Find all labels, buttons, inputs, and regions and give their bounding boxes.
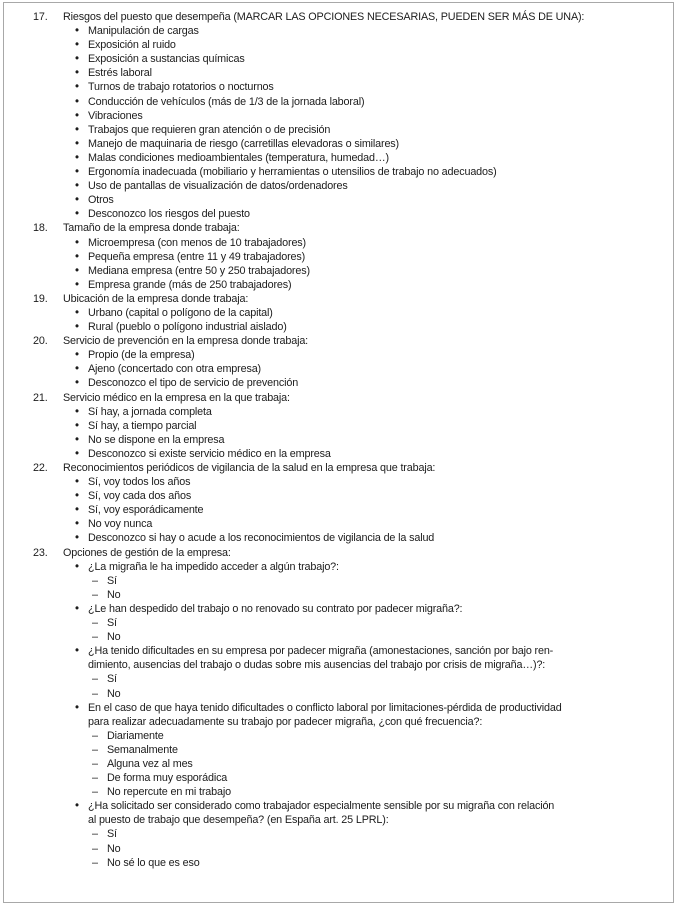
option-label-line: ¿Le han despedido del trabajo o no renovado su contrato por padecer migraña?: [88,602,463,615]
option-label-line: Exposición al ruido [88,39,176,52]
option-row [63,320,660,334]
dash-icon: – [92,687,98,700]
item-number: 22. [33,462,48,474]
bullet-icon: • [75,208,79,221]
option-text [88,264,660,278]
item-body [63,334,660,390]
questionnaire-document [33,10,660,870]
sub-option-label: No [107,842,121,855]
bullet-icon: • [75,490,79,503]
option-text [88,447,660,461]
option-row [63,376,660,390]
option-row [63,306,660,320]
option-label-line: Microempresa (con menos de 10 trabajadores) [88,236,306,249]
option-label-line: Manipulación de cargas [88,25,199,38]
option-text [88,419,660,433]
dash-icon: – [92,842,98,855]
item-body [63,221,660,291]
option-text [88,123,660,137]
option-label-line: Otros [88,194,114,207]
option-label-line: Rural (pueblo o polígono industrial aislado) [88,321,287,334]
option-label-line: En el caso de que haya tenido dificultades o conflicto laboral por limitaciones-pérdida de productividad [88,701,562,714]
option-text [88,362,660,376]
option-text [88,66,660,80]
bullet-icon: • [75,250,79,263]
option-text [88,165,660,179]
option-label-line: Sí hay, a jornada completa [88,405,212,418]
option-row [63,489,660,503]
option-row [63,66,660,80]
option-row [63,503,660,517]
option-row [63,80,660,94]
bullet-icon: • [75,25,79,38]
bullet-icon: • [75,67,79,80]
option-row [63,419,660,433]
option-label-line: Propio (de la empresa) [88,349,195,362]
option-label-line: No voy nunca [88,518,153,531]
option-text [88,348,660,362]
sub-option-label: No sé lo que es eso [107,856,200,869]
bullet-icon: • [75,645,79,658]
item-number: 21. [33,391,48,404]
question-item [33,391,660,461]
bullet-icon: • [75,39,79,52]
item-title: Servicio médico en la empresa en la que trabaja: [63,391,290,404]
option-text [88,376,660,390]
sub-option-label: No [107,588,121,601]
sub-option-label: No [107,631,121,644]
item-body [63,10,660,221]
sub-option-row [63,687,660,701]
option-row [63,602,660,616]
item-title: Servicio de prevención en la empresa donde trabaja: [63,335,309,348]
bullet-icon: • [75,306,79,319]
sub-option-label: No [107,687,121,700]
option-text [88,38,660,52]
item-title: Tamaño de la empresa donde trabaja: [63,222,240,235]
question-item [33,461,660,546]
bullet-icon: • [75,194,79,207]
question-item [33,546,660,870]
option-label-line: Trabajos que requieren gran atención o de precisión [88,123,331,136]
item-body [63,461,660,546]
bullet-icon: • [75,504,79,517]
option-row [63,165,660,179]
option-text [88,475,660,489]
bullet-icon: • [75,95,79,108]
sub-option-label: Semanalmente [107,743,178,756]
option-label-line: ¿La migraña le ha impedido acceder a algún trabajo?: [88,560,339,573]
option-label-line: Sí, voy todos los años [88,476,191,489]
option-row [63,123,660,137]
bullet-icon: • [75,532,79,545]
item-number: 23. [33,546,48,559]
option-label-line: para realizar adecuadamente su trabajo por padecer migraña, ¿con qué frecuencia?: [88,715,483,728]
bullet-icon: • [75,447,79,460]
option-label-line: Uso de pantallas de visualización de datos/ordenadores [88,180,348,193]
option-label-line: Desconozco el tipo de servicio de prevención [88,377,299,390]
option-text [88,644,660,672]
option-label-line: ¿Ha tenido dificultades en su empresa por padecer migraña (amonestaciones, sanción por bajo ren- [88,645,554,658]
sub-option-row [63,771,660,785]
sub-option-row [63,729,660,743]
option-row [63,278,660,292]
bullet-icon: • [75,278,79,291]
option-row [63,52,660,66]
option-label-line: Urbano (capital o polígono de la capital) [88,306,273,319]
option-text [88,320,660,334]
bullet-icon: • [75,800,79,813]
sub-option-label: Sí [107,574,117,587]
bullet-icon: • [75,377,79,390]
option-label-line: No se dispone en la empresa [88,433,225,446]
option-row [63,207,660,221]
dash-icon: – [92,729,98,742]
option-row [63,137,660,151]
option-row [63,95,660,109]
bullet-icon: • [75,518,79,531]
bullet-icon: • [75,123,79,136]
sub-option-row [63,616,660,630]
item-title: Opciones de gestión de la empresa: [63,546,231,559]
option-label-line: Conducción de vehículos (más de 1/3 de la jornada laboral) [88,95,365,108]
option-text [88,109,660,123]
option-text [88,602,660,616]
question-item [33,221,660,291]
sub-option-label: Alguna vez al mes [107,757,193,770]
option-label-line: Desconozco si hay o acude a los reconocimientos de vigilancia de la salud [88,532,435,545]
option-text [88,799,660,827]
bullet-icon: • [75,137,79,150]
bullet-icon: • [75,236,79,249]
item-number: 19. [33,292,48,305]
dash-icon: – [92,743,98,756]
option-row [63,531,660,545]
option-label-line: Desconozco los riesgos del puesto [88,208,250,221]
option-row [63,109,660,123]
option-row [63,362,660,376]
sub-option-row [63,574,660,588]
bullet-icon: • [75,53,79,66]
option-text [88,489,660,503]
option-row [63,250,660,264]
item-body [63,391,660,461]
item-title: Ubicación de la empresa donde trabaja: [63,292,249,305]
option-row [63,405,660,419]
dash-icon: – [92,856,98,869]
dash-icon: – [92,617,98,630]
option-text [88,250,660,264]
option-row [63,38,660,52]
bullet-icon: • [75,560,79,573]
option-text [88,193,660,207]
item-number: 18. [33,222,48,235]
option-label-line: ¿Ha solicitado ser considerado como trabajador especialmente sensible por su migraña con relación [88,800,555,813]
bullet-icon: • [75,602,79,615]
option-label-line: al puesto de trabajo que desempeña? (en España art. 25 LPRL): [88,814,389,827]
question-item [33,10,660,221]
option-row [63,264,660,278]
option-row [63,701,660,729]
sub-option-label: Sí [107,828,117,841]
option-text [88,405,660,419]
option-text [88,52,660,66]
option-label-line: Empresa grande (más de 250 trabajadores) [88,278,292,291]
option-label-line: Estrés laboral [88,67,152,80]
sub-option-row [63,743,660,757]
option-row [63,193,660,207]
bullet-icon: • [75,419,79,432]
question-item [33,334,660,390]
bullet-icon: • [75,166,79,179]
sub-option-label: No repercute en mi trabajo [107,786,231,799]
option-label-line: Exposición a sustancias químicas [88,53,245,66]
dash-icon: – [92,786,98,799]
bullet-icon: • [75,151,79,164]
dash-icon: – [92,588,98,601]
sub-option-label: Diariamente [107,729,164,742]
bullet-icon: • [75,81,79,94]
sub-option-label: Sí [107,617,117,630]
option-row [63,179,660,193]
option-label-line: Pequeña empresa (entre 11 y 49 trabajadores) [88,250,306,263]
dash-icon: – [92,828,98,841]
item-title: Reconocimientos periódicos de vigilancia de la salud en la empresa que trabaja: [63,462,436,474]
option-label-line: Manejo de maquinaria de riesgo (carretillas elevadoras o similares) [88,137,400,150]
option-row [63,517,660,531]
option-row [63,24,660,38]
bullet-icon: • [75,433,79,446]
item-body [63,546,660,870]
sub-option-row [63,630,660,644]
option-label-line: Ajeno (concertado con otra empresa) [88,363,261,376]
bullet-icon: • [75,321,79,334]
option-label-line: Sí, voy esporádicamente [88,504,204,517]
item-number: 20. [33,335,48,348]
item-title: Riesgos del puesto que desempeña (MARCAR LAS OPCIONES NECESARIAS, PUEDEN SER MÁS DE UNA): [63,11,585,23]
dash-icon: – [92,574,98,587]
option-text [88,306,660,320]
option-row [63,644,660,672]
item-number: 17. [33,11,48,23]
option-row [63,447,660,461]
option-text [88,24,660,38]
bullet-icon: • [75,180,79,193]
option-text [88,179,660,193]
item-body [63,292,660,334]
option-text [88,531,660,545]
sub-option-row [63,672,660,686]
sub-option-row [63,827,660,841]
option-label-line: dimiento, ausencias del trabajo o dudas sobre mis ausencias del trabajo por crisis de migraña…)?: [88,659,546,672]
option-label-line: Malas condiciones medioambientales (temperatura, humedad…) [88,151,389,164]
bullet-icon: • [75,264,79,277]
option-label-line: Desconozco si existe servicio médico en la empresa [88,447,331,460]
option-label-line: Ergonomía inadecuada (mobiliario y herramientas o utensilios de trabajo no adecuados) [88,166,497,179]
option-text [88,560,660,574]
bullet-icon: • [75,109,79,122]
dash-icon: – [92,757,98,770]
bullet-icon: • [75,405,79,418]
option-text [88,207,660,221]
option-label-line: Sí, voy cada dos años [88,490,192,503]
question-item [33,292,660,334]
option-row [63,475,660,489]
sub-option-row [63,588,660,602]
bullet-icon: • [75,701,79,714]
option-text [88,95,660,109]
sub-option-row [63,842,660,856]
option-row [63,236,660,250]
option-label-line: Turnos de trabajo rotatorios o nocturnos [88,81,274,94]
bullet-icon: • [75,476,79,489]
option-text [88,137,660,151]
option-text [88,433,660,447]
option-label-line: Sí hay, a tiempo parcial [88,419,197,432]
sub-option-row [63,856,660,870]
option-text [88,503,660,517]
option-label-line: Mediana empresa (entre 50 y 250 trabajadores) [88,264,310,277]
option-text [88,80,660,94]
option-label-line: Vibraciones [88,109,143,122]
dash-icon: – [92,772,98,785]
option-row [63,799,660,827]
option-row [63,560,660,574]
option-text [88,701,660,729]
dash-icon: – [92,673,98,686]
option-row [63,151,660,165]
option-text [88,151,660,165]
option-text [88,278,660,292]
bullet-icon: • [75,349,79,362]
option-text [88,517,660,531]
sub-option-row [63,757,660,771]
bullet-icon: • [75,363,79,376]
dash-icon: – [92,631,98,644]
sub-option-row [63,785,660,799]
option-row [63,433,660,447]
option-row [63,348,660,362]
option-text [88,236,660,250]
sub-option-label: De forma muy esporádica [107,772,228,785]
sub-option-label: Sí [107,673,117,686]
